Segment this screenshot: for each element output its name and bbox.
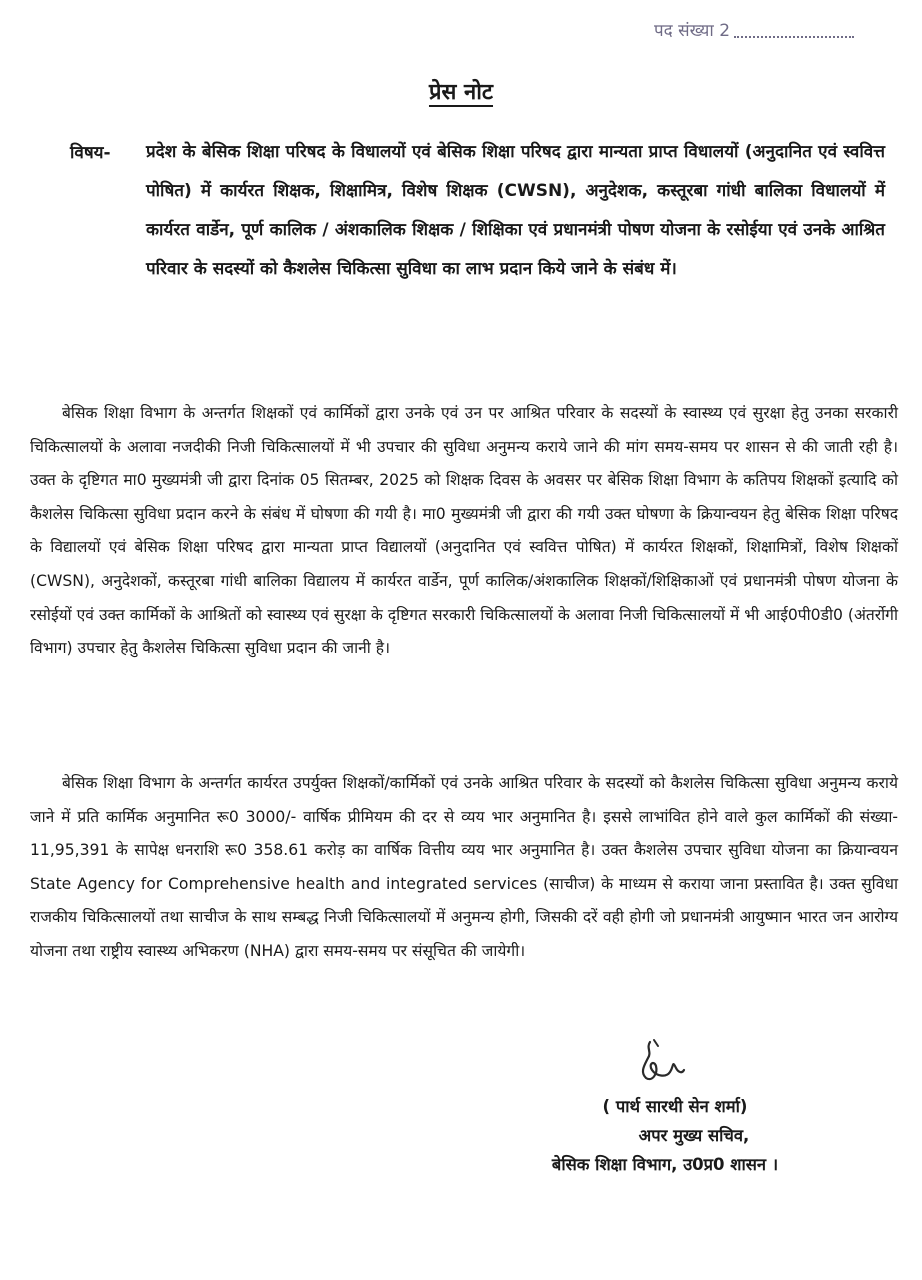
signatory-department: बेसिक शिक्षा विभाग, उ0प्र0 शासन । xyxy=(551,1155,779,1174)
document-title xyxy=(0,76,922,106)
signatory-block xyxy=(500,1092,830,1179)
body-paragraph-1: बेसिक शिक्षा विभाग के अन्तर्गत शिक्षकों एवं कार्मिकों द्वारा उनके एवं उन पर आश्रित परिवार के सदस्यों के स्वास्थ्य एवं सुरक्षा हेतु उनका सरकारी चिकित्सालयों के अलावा नजदीकी निजी चिकित्सालयों में भी उपचार की सुविधा अनुमन्य कराये जाने की मांग समय-समय पर शासन से की जाती रही है। उक्त के दृष्टिगत मा0 मुख्यमंत्री जी द्वारा दिनांक 05 सितम्बर, 2025 को शिक्षक दिवस के अवसर पर बेसिक शिक्षा विभाग के कतिपय शिक्षकों इत्यादि को कैशलेस चिकित्सा सुविधा प्रदान करने के संबंध में घोषणा की गयी है। मा0 मुख्यमंत्री जी द्वारा की गयी उक्त घोषणा के क्रियान्वयन हेतु बेसिक शिक्षा परिषद के विद्यालयों एवं बेसिक शिक्षा परिषद द्वारा मान्यता प्राप्त विद्यालयों (अनुदानित एवं स्ववित्त पोषित) में कार्यरत शिक्षकों, शिक्षामित्रों, विशेष शिक्षकों (CWSN), अनुदेशकों, कस्तूरबा गांधी बालिका विद्यालय में कार्यरत वार्डेन, पूर्ण कालिक/अंशकालिक शिक्षकों/शिक्षिकाओं एवं प्रधानमंत्री पोषण योजना के रसोईयों एवं उक्त कार्मिकों के आश्रितों को स्वास्थ्य एवं सुरक्षा के दृष्टिगत सरकारी चिकित्सालयों के अलावा निजी चिकित्सालयों में भी आई0पी0डी0 (अंतर्रोगी विभाग) उपचार हेतु कैशलेस चिकित्सा सुविधा प्रदान की जानी है। xyxy=(30,404,898,658)
page-number-text: पद संख्या 2 xyxy=(654,21,731,41)
signature-icon xyxy=(636,1038,686,1086)
subject-label: विषय- xyxy=(70,143,111,163)
title-text: प्रेस नोट xyxy=(428,80,494,105)
subject-block xyxy=(70,140,885,289)
signatory-designation: अपर मुख्य सचिव, xyxy=(638,1126,750,1145)
page-number-annotation xyxy=(654,18,854,41)
dotted-line xyxy=(734,36,854,38)
body-paragraph-2: बेसिक शिक्षा विभाग के अन्तर्गत कार्यरत उपर्युक्त शिक्षकों/कार्मिकों एवं उनके आश्रित परिवार के सदस्यों को कैशलेस चिकित्सा सुविधा अनुमन्य कराये जाने में प्रति कार्मिक अनुमानित रू0 3000/- वार्षिक प्रीमियम की दर से व्यय भार अनुमानित है। इससे लाभांवित होने वाले कुल कार्मिकों की संख्या- 11,95,391 के सापेक्ष धनराशि रू0 358.61 करोड़ का वार्षिक वित्तीय व्यय भार अनुमानित है। उक्त कैशलेस उपचार सुविधा योजना का क्रियान्वयन State Agency for Comprehensive health and integrated services (साचीज) के माध्यम से कराया जाना प्रस्तावित है। उक्त सुविधा राजकीय चिकित्सालयों तथा साचीज के साथ सम्बद्ध निजी चिकित्सालयों में अनुमन्य होगी, जिसकी दरें वही होगी जो प्रधानमंत्री आयुष्मान भारत जन आरोग्य योजना तथा राष्ट्रीय स्वास्थ्य अभिकरण (NHA) द्वारा समय-समय पर संसूचित की जायेगी। xyxy=(30,774,898,960)
subject-text: प्रदेश के बेसिक शिक्षा परिषद के विधालयों एवं बेसिक शिक्षा परिषद द्वारा मान्यता प्राप्त विधालयों (अनुदानित एवं स्ववित्त पोषित) में कार्यरत शिक्षक, शिक्षामित्र, विशेष शिक्षक (CWSN), अनुदेशक, कस्तूरबा गांधी बालिका विधालयों में कार्यरत वार्डेन, पूर्ण कालिक / अंशकालिक शिक्षक / शिक्षिका एवं प्रधानमंत्री पोषण योजना के रसोईया एवं उनके आश्रित परिवार के सदस्यों को कैशलेस चिकित्सा सुविधा का लाभ प्रदान किये जाने के संबंध में। xyxy=(146,142,885,279)
signatory-name: ( पार्थ सारथी सेन शर्मा) xyxy=(602,1097,748,1116)
